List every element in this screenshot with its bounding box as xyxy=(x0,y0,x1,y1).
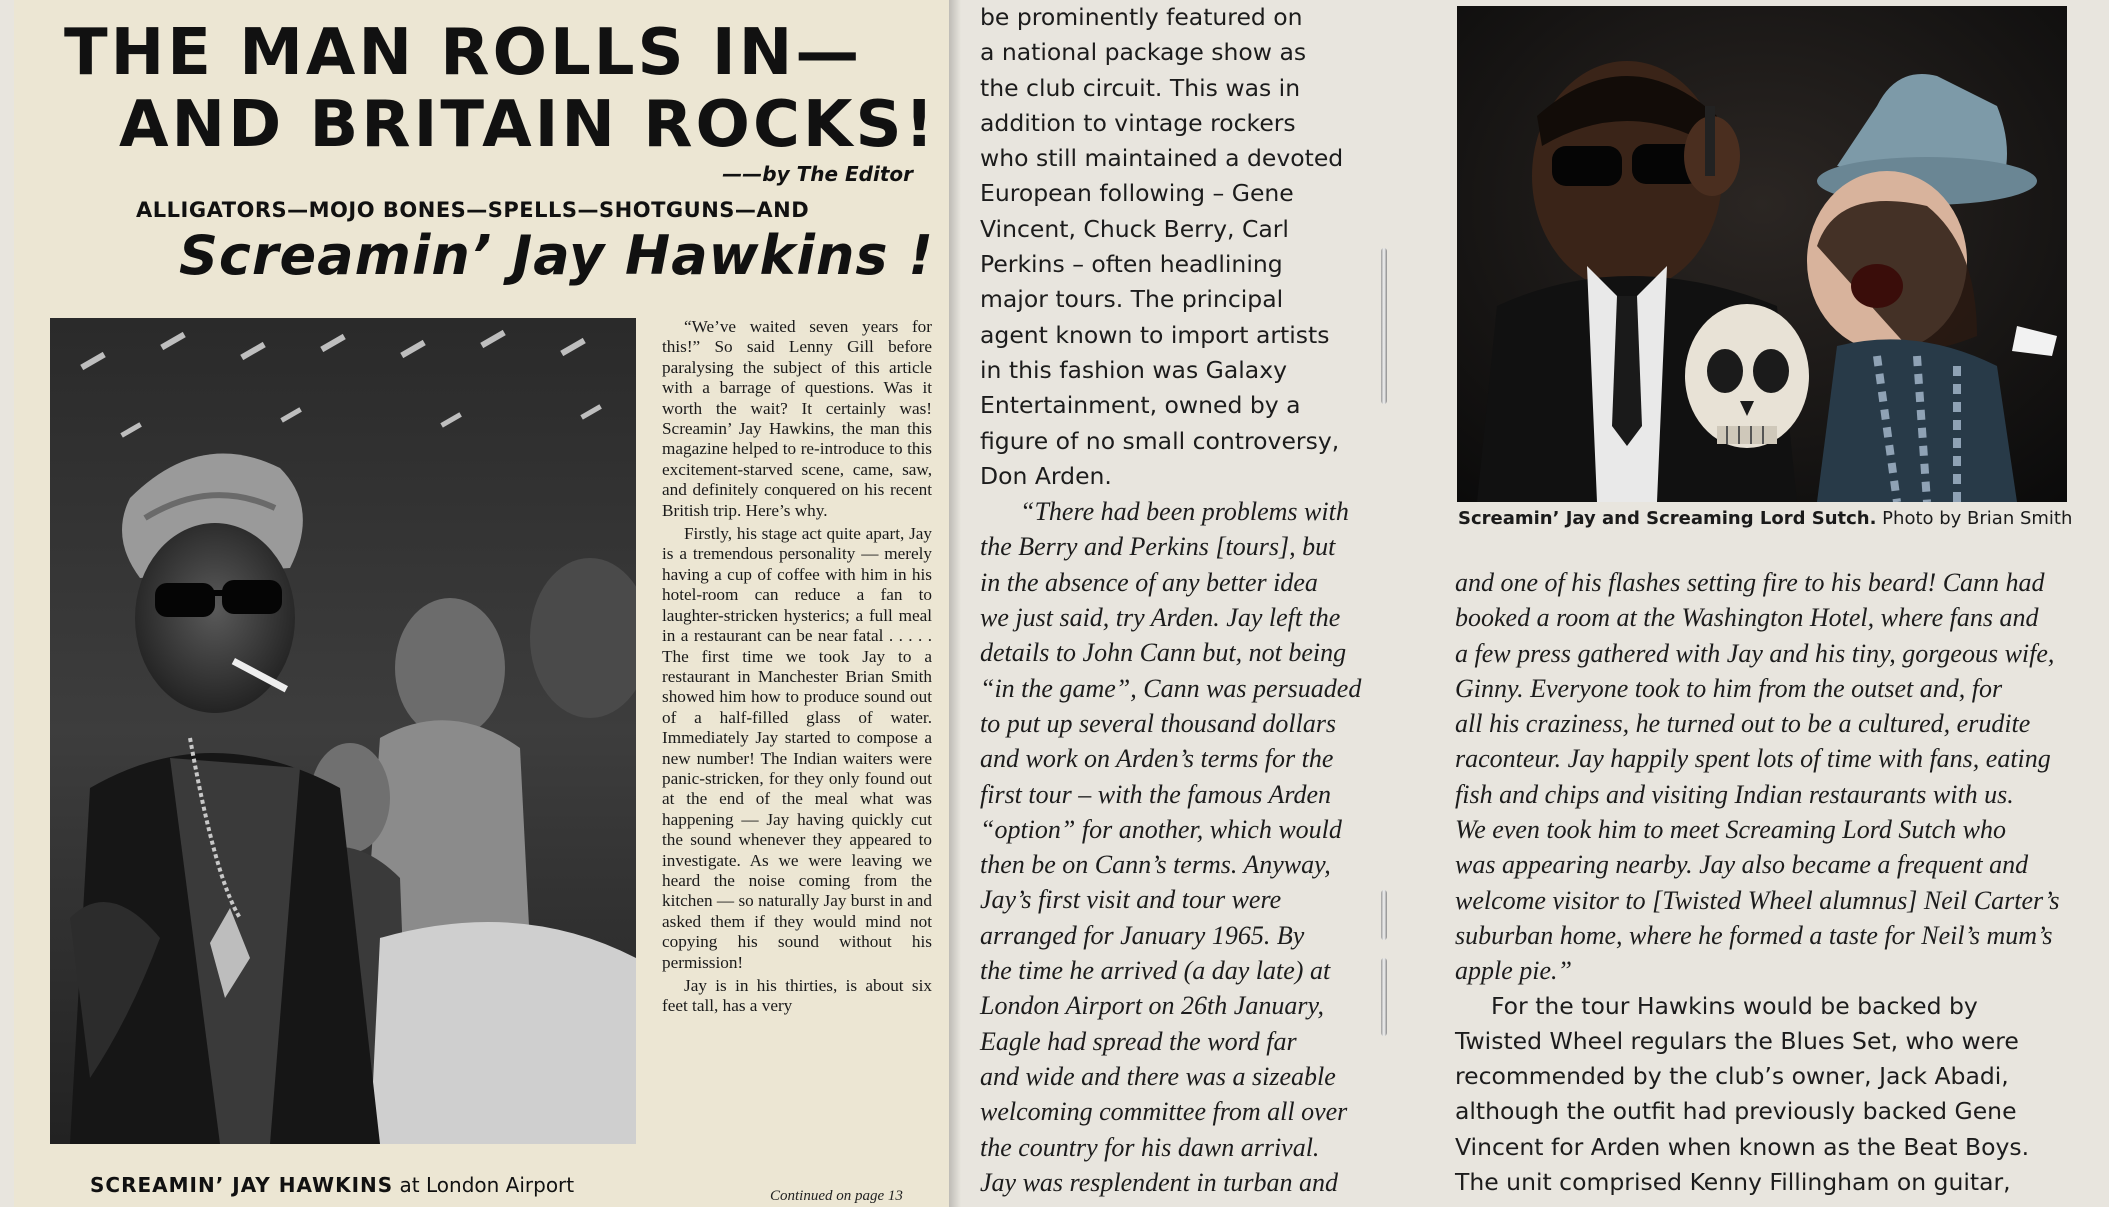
quote-line: in the absence of any better idea xyxy=(980,567,1318,597)
article-paragraph: Jay is in his thirties, is about six feet tall, has a very xyxy=(662,976,932,1016)
text-line: be prominently featured on xyxy=(980,3,1303,31)
text-line: major tours. The principal xyxy=(980,285,1284,314)
continued-note: Continued on page 13 xyxy=(770,1188,903,1204)
quote-line: welcome visitor to [Twisted Wheel alumnus] Neil Carter’s xyxy=(1455,885,2060,915)
article-paragraph: “We’ve waited seven years for this!” So said Lenny Gill before paralysing the subject of this article with a barrage of questions. Was it worth the wait? It certainly was! Screamin’ Jay Hawkins, the man this magazine helped to re-introduce to this excitement-starved scene, came, saw, and definitely conquered on his recent British trip. Here’s why. xyxy=(662,317,932,520)
headline-line-1: THE MAN ROLLS IN— xyxy=(64,16,863,90)
text-line: agent known to import artists xyxy=(980,320,1330,349)
quote-line: and work on Arden’s terms for the xyxy=(980,744,1334,774)
right-text-column xyxy=(1455,565,2095,1200)
binding-staple xyxy=(1381,248,1387,404)
airport-photo-image xyxy=(50,318,636,1144)
name-title: Screamin’ Jay Hawkins ! xyxy=(179,224,934,287)
sutch-photo-caption xyxy=(1458,508,2072,529)
quote-line: the time he arrived (a day late) at xyxy=(980,956,1331,986)
page-edge-shadow xyxy=(949,0,961,1207)
quote-line: was appearing nearby. Jay also became a frequent and xyxy=(1455,850,2029,880)
middle-text-column xyxy=(980,0,1370,1200)
text-line: in this fashion was Galaxy xyxy=(980,355,1288,384)
quote-line: raconteur. Jay happily spent lots of time with fans, eating xyxy=(1455,744,2051,774)
sutch-photo xyxy=(1457,6,2067,502)
quote-line: then be on Cann’s terms. Anyway, xyxy=(980,850,1331,880)
quote-line: to put up several thousand dollars xyxy=(980,708,1337,738)
quote-line: We even took him to meet Screaming Lord Sutch who xyxy=(1455,815,2006,845)
quote-line: apple pie.” xyxy=(1455,956,1572,986)
article-column xyxy=(662,317,932,1020)
sutch-photo-image xyxy=(1457,6,2067,502)
text-line: Don Arden. xyxy=(980,461,1112,490)
text-line: although the outfit had previously backed Gene xyxy=(1455,1097,2017,1126)
quote-line: the country for his dawn arrival. xyxy=(980,1132,1320,1162)
quote-line: London Airport on 26th January, xyxy=(980,991,1325,1021)
text-line: Twisted Wheel regulars the Blues Set, who were xyxy=(1455,1026,2019,1055)
quote-line: and one of his flashes setting fire to his beard! Cann had xyxy=(1455,568,2045,597)
text-line: recommended by the club’s owner, Jack Abadi, xyxy=(1455,1062,2009,1091)
text-line: Vincent for Arden when known as the Beat Boys. xyxy=(1455,1132,2030,1161)
quote-line: the Berry and Perkins [tours], but xyxy=(980,532,1336,562)
quote-line: Eagle had spread the word far xyxy=(980,1026,1297,1056)
quote-line: first tour – with the famous Arden xyxy=(980,779,1332,809)
headline-line-2: AND BRITAIN ROCKS! xyxy=(119,88,937,162)
text-line: For the tour Hawkins would be backed by xyxy=(1491,991,1978,1020)
caption-subject: Screamin’ Jay and Screaming Lord Sutch. xyxy=(1458,508,1877,529)
airport-photo xyxy=(50,318,636,1144)
caption-place: at London Airport xyxy=(393,1173,575,1197)
quote-line: “in the game”, Cann was persuaded xyxy=(980,673,1362,703)
quote-line: arranged for January 1965. By xyxy=(980,920,1305,950)
vintage-article-page xyxy=(14,0,949,1207)
byline: ——by The Editor xyxy=(722,162,913,186)
text-line: The unit comprised Kenny Fillingham on guitar, xyxy=(1455,1168,2011,1197)
text-line: who still maintained a devoted xyxy=(980,144,1344,173)
text-line: the club circuit. This was in xyxy=(980,73,1301,102)
airport-photo-caption xyxy=(90,1173,574,1197)
quote-line: suburban home, where he formed a taste for Neil’s mum’s xyxy=(1455,920,2053,950)
text-line: Entertainment, owned by a xyxy=(980,391,1301,420)
quote-line: booked a room at the Washington Hotel, where fans and xyxy=(1455,603,2039,633)
quote-line: Jay was resplendent in turban and xyxy=(980,1167,1338,1197)
quote-line: all his craziness, he turned out to be a cultured, erudite xyxy=(1455,709,2031,739)
quote-line: Ginny. Everyone took to him from the outset and, for xyxy=(1455,673,2003,703)
binding-staple xyxy=(1381,958,1387,1036)
quote-line: we just said, try Arden. Jay left the xyxy=(980,603,1341,633)
text-line: a national package show as xyxy=(980,38,1307,67)
quote-line: a few press gathered with Jay and his tiny, gorgeous wife, xyxy=(1455,638,2055,668)
text-line: addition to vintage rockers xyxy=(980,108,1296,137)
quote-line: and wide and there was a sizeable xyxy=(980,1061,1336,1091)
article-paragraph: Firstly, his stage act quite apart, Jay is a tremendous personality — merely having a cup of coffee with him in his hotel-room can reduce a fan to laughter-stricken hysterics; a full meal in a restaurant can be near fatal . . . . . The first time we took Jay to a restaurant in Manchester Brian Smith showed him how to produce sound out of a half-filled glass of water. Immediately Jay started to compose a new number! The Indian waiters were panic-stricken, for they only found out at the end of the meal what was happening — Jay having quickly cut the sound whenever they appeared to investigate. As we were leaving we heard the noise coming from the kitchen — so naturally Jay burst in and asked them if they would mind not copying his sound without his permission! xyxy=(662,524,932,972)
caption-name: SCREAMIN’ JAY HAWKINS xyxy=(90,1173,394,1197)
quote-line: Jay’s first visit and tour were xyxy=(980,885,1282,915)
quote-line: details to John Cann but, not being xyxy=(980,638,1347,668)
kicker-line: ALLIGATORS—MOJO BONES—SPELLS—SHOTGUNS—AND xyxy=(136,198,810,222)
quote-line: “option” for another, which would xyxy=(980,814,1342,844)
quote-line: “There had been problems with xyxy=(1020,497,1349,527)
text-line: Perkins – often headlining xyxy=(980,250,1283,279)
text-line: European following – Gene xyxy=(980,179,1294,208)
photo-credit: Photo by Brian Smith xyxy=(1876,508,2073,529)
text-line: figure of no small controversy, xyxy=(980,426,1340,455)
quote-line: fish and chips and visiting Indian restaurants with us. xyxy=(1455,779,2014,809)
quote-line: welcoming committee from all over xyxy=(980,1097,1348,1127)
text-line: Vincent, Chuck Berry, Carl xyxy=(980,214,1289,243)
binding-staple xyxy=(1381,890,1387,940)
